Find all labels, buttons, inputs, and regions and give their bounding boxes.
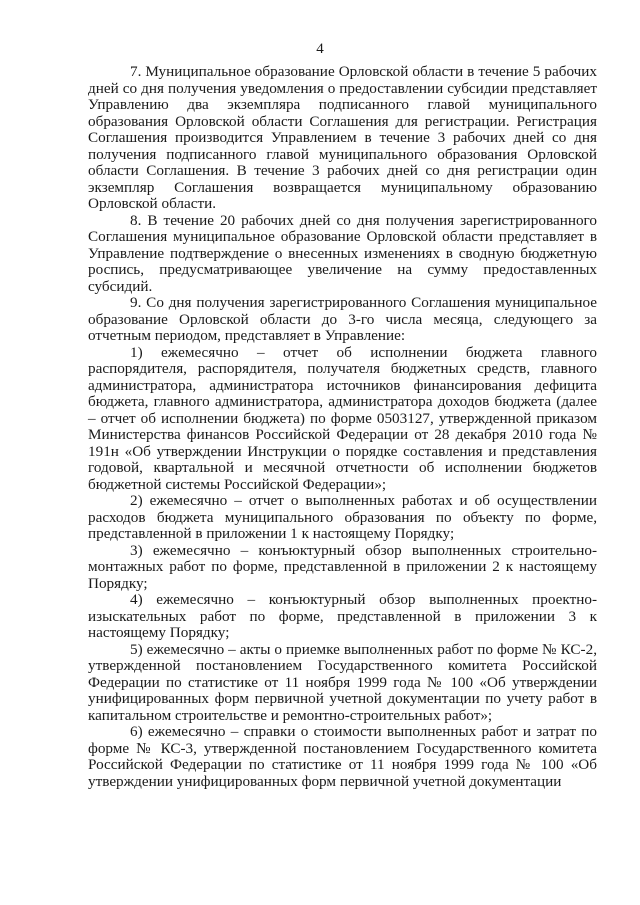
subitem-1-budget-report: 1) ежемесячно – отчет об исполнении бюджета главного распорядителя, распорядителя, получателя бюджетных средств, главного администратора, администратора источников финансирования дефицита бюджета, главного администратора, администратора доходов бюджета (далее – отчет об исполнении бюджета) по форме 0503127, утвержденной приказом Министерства финансов Российской Федерации от 28 декабря 2010 года № 191н «Об утверждении Инструкции о порядке составления и представления годовой, квартальной и месячной отчетности об исполнении бюджетов бюджетной системы Российской Федерации»; — [88, 343, 597, 493]
subitem-5-ks2-acts: 5) ежемесячно – акты о приемке выполненных работ по форме № КС-2, утвержденной постановлением Государственного комитета Российской Федерации по статистике от 11 ноября 1999 года № 100 «Об утверждении унифицированных форм первичной учетной документации по учету работ в капитальном строительстве и ремонтно-строительных работ»; — [88, 640, 597, 724]
subitem-2-works-report: 2) ежемесячно – отчет о выполненных работах и об осуществлении расходов бюджета муниципального образования по объекту по форме, представленной в приложении 1 к настоящему Порядку; — [88, 492, 597, 542]
subitem-6-ks3-certificates: 6) ежемесячно – справки о стоимости выполненных работ и затрат по форме № КС-3, утвержденной постановлением Государственного комитета Российской Федерации по статистике от 11 ноября 1999 года № 100 «Об утверждении унифицированных форм первичной учетной документации — [88, 723, 597, 790]
paragraph-item-8: 8. В течение 20 рабочих дней со дня получения зарегистрированного Соглашения муниципальное образование Орловской области представляет в Управление подтверждение о внесенных изменениях в сводную бюджетную роспись, предусматривающее увеличение на сумму предоставленных субсидий. — [88, 211, 597, 295]
subitem-3-construction-review: 3) ежемесячно – конъюктурный обзор выполненных строительно-монтажных работ по форме, представленной в приложении 2 к настоящему Порядку; — [88, 541, 597, 592]
page-number: 4 — [316, 41, 324, 57]
paragraph-item-9: 9. Со дня получения зарегистрированного Соглашения муниципальное образование Орловской области до 3-го числа месяца, следующего за отчетным периодом, представляет в Управление: — [88, 294, 597, 344]
document-body — [88, 64, 597, 790]
paragraph-item-7: 7. Муниципальное образование Орловской области в течение 5 рабочих дней со дня получения уведомления о предоставлении субсидии представляет Управлению два экземпляра подписанного главой муниципального образования Орловской области Соглашения для регистрации. Регистрация Соглашения производится Управлением в течение 3 рабочих дней со дня получения подписанного главой муниципального образования Орловской области Соглашения. В течение 3 рабочих дней со дня регистрации один экземпляр Соглашения возвращается муниципальному образованию Орловской области. — [88, 63, 597, 212]
subitem-4-design-review: 4) ежемесячно – конъюктурный обзор выполненных проектно-изыскательных работ по форме, представленной в приложении 3 к настоящему Порядку; — [88, 591, 597, 641]
